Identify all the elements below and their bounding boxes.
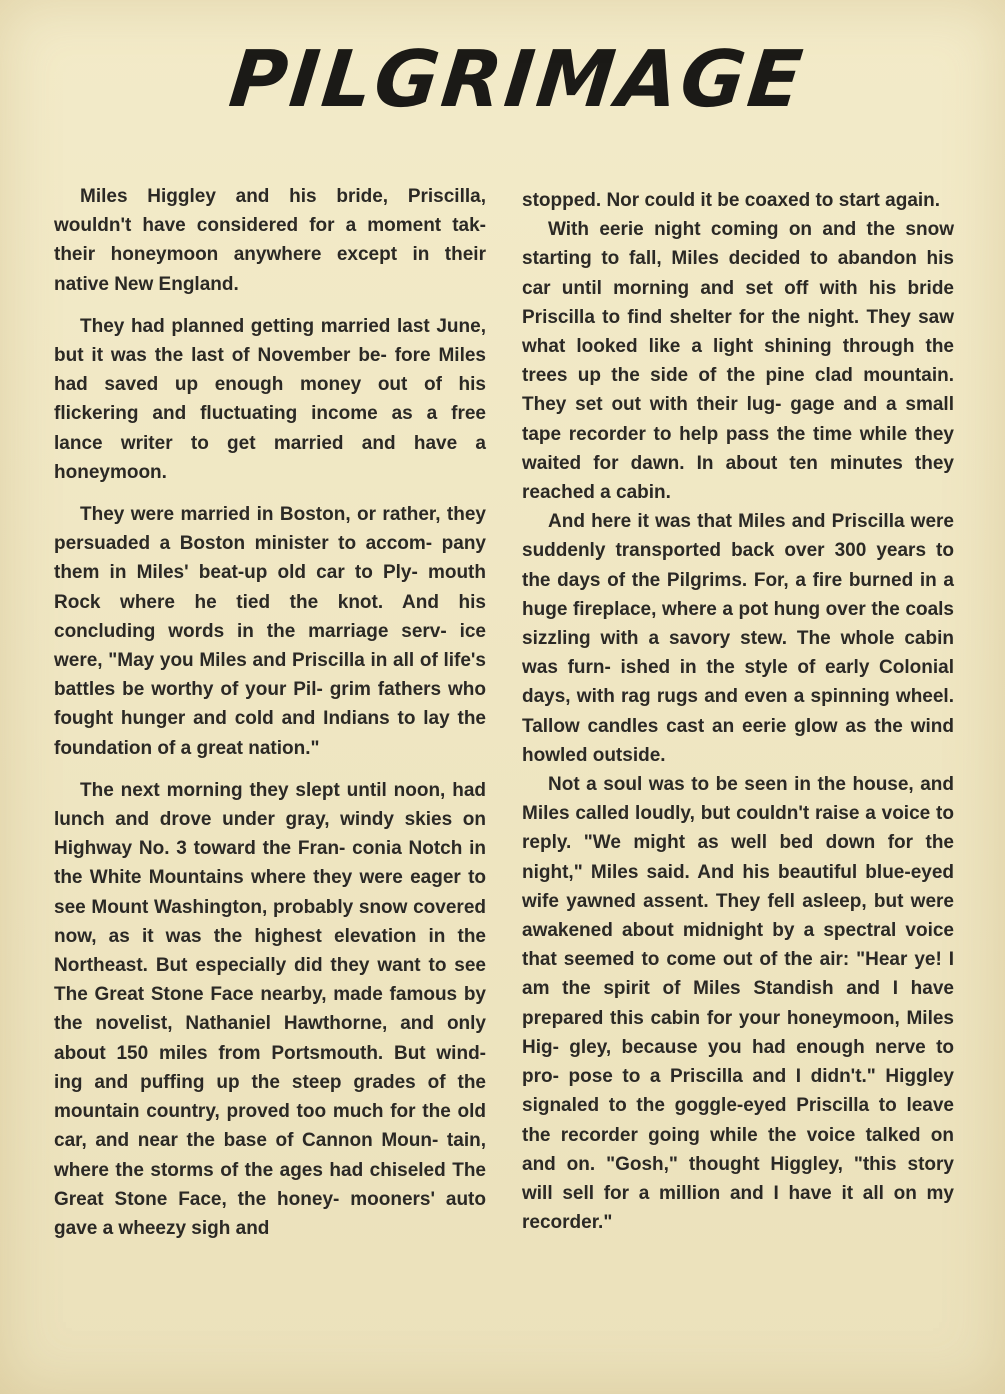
paragraph-continuation: stopped. Nor could it be coaxed to start again.	[522, 190, 941, 211]
paragraph: Not a soul was to be seen in the house, and Miles called loudly, but couldn't raise a voice to reply. "We might as well bed down for the night," Miles said. And his beautiful blue-eyed wife yawned assent. They fell asleep, but were awakened about midnight by a spectral voice that seemed to come out of the air: "Hear ye! I am the spirit of Miles Standish and I have prepared this cabin for your honeymoon, Miles Hig- gley, because you had enough nerve to pro- pose to a Priscilla and I didn't." Higgley signaled to the goggle-eyed Priscilla to leave the recorder going while the voice talked on and on. "Gosh," thought Higgley, "this story will sell for a million and I have it all on my recorder."	[522, 774, 954, 1234]
paragraph: With eerie night coming on and the snow starting to fall, Miles decided to abandon his car until morning and set off with his bride Priscilla to find shelter for the night. They saw what looked like a light shining through the trees up the side of the pine clad mountain. They set out with their lug- gage and a small tape recorder to help pass the time while they waited for dawn. In about ten minutes they reached a cabin.	[522, 219, 954, 504]
paragraph: The next morning they slept until noon, had lunch and drove under gray, windy skies on Highway No. 3 toward the Fran- conia Notch in the White Mountains where they were eager to see Mount Washington, probably snow covered now, as it was the highest elevation in the Northeast. But especially did they want to see The Great Stone Face nearby, made famous by the novelist, Nathaniel Hawthorne, and only about 150 miles from Portsmouth. But wind- ing and puffing up the steep grades of the mountain country, proved too much for the old car, and near the base of Cannon Moun- tain, where the storms of the ages had chiseled The Great Stone Face, the honey- mooners' auto gave a wheezy sigh and	[54, 779, 486, 1239]
story-title: PILGRIMAGE	[225, 35, 810, 125]
paragraph: They had planned getting married last June, but it was the last of November be- fore Miles had saved up enough money out of his flickering and fluctuating income as a free lance writer to get married and have a honeymoon.	[54, 315, 486, 483]
paragraph: Miles Higgley and his bride, Priscilla, wouldn't have considered for a moment tak- their honeymoon anywhere except in their native New England.	[54, 186, 486, 295]
right-text-column	[522, 186, 954, 1237]
left-text-column	[54, 182, 486, 1256]
paragraph: And here it was that Miles and Priscilla were suddenly transported back over 300 years to the days of the Pilgrims. For, a fire burned in a huge fireplace, where a pot hung over the coals sizzling with a savory stew. The whole cabin was furn- ished in the style of early Colonial days, with rag rugs and even a spinning wheel. Tallow candles cast an eerie glow as the wind howled outside.	[522, 511, 954, 766]
paragraph: They were married in Boston, or rather, they persuaded a Boston minister to accom- pany them in Miles' beat-up old car to Ply- mouth Rock where he tied the knot. And his concluding words in the marriage serv- ice were, "May you Miles and Priscilla in all of life's battles be worthy of your Pil- grim fathers who fought hunger and cold and Indians to lay the foundation of a great nation."	[54, 504, 486, 759]
